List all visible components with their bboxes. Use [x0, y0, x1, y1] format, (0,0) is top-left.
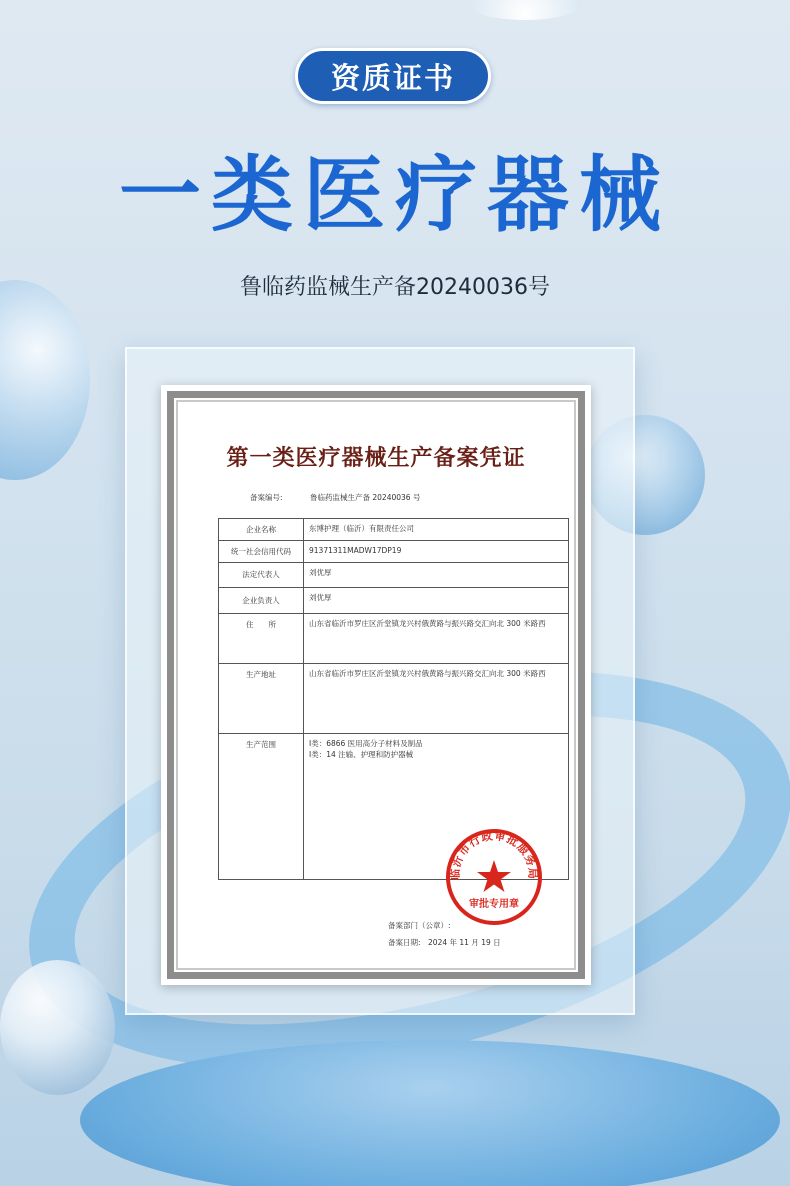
certificate-title: 第一类医疗器械生产备案凭证 — [226, 445, 526, 471]
seal-outer-text: 临沂市行政审批服务局 — [448, 829, 540, 880]
row-value: 91371311MADW17DP19 — [304, 541, 569, 563]
scope-line: Ⅰ类：14 注输、护理和防护器械 — [309, 750, 414, 760]
row-value: 刘优厚 — [304, 588, 569, 614]
row-value: 山东省临沂市罗庄区沂堂镇龙兴村俄黄路与振兴路交汇向北 300 米路西 — [304, 614, 569, 664]
filing-no-value: 鲁临药监械生产备 20240036 号 — [310, 493, 421, 502]
row-label: 生产范围 — [219, 734, 304, 880]
decorative-glass-ball — [0, 960, 115, 1095]
table-row — [219, 541, 569, 563]
filing-no-label: 备案编号: — [250, 493, 283, 502]
row-label: 法定代表人 — [219, 563, 304, 588]
table-row — [219, 614, 569, 664]
page-title: 一类医疗器械 — [118, 148, 671, 243]
row-label: 企业名称 — [219, 519, 304, 541]
row-value: 山东省临沂市罗庄区沂堂镇龙兴村俄黄路与振兴路交汇向北 300 米路西 — [304, 664, 569, 734]
decorative-sphere-top — [470, 0, 580, 20]
filing-number-subtitle: 鲁临药监械生产备20240036号 — [240, 275, 550, 300]
table-row — [219, 588, 569, 614]
section-badge: 资质证书 — [295, 48, 491, 104]
filing-department-label: 备案部门（公章）: — [388, 921, 451, 930]
row-value: 东博护理（临沂）有限责任公司 — [304, 519, 569, 541]
scope-line: Ⅰ类：6866 医用高分子材料及制品 — [309, 739, 423, 748]
certificate-table — [218, 518, 569, 880]
filing-date: 备案日期: 2024 年 11 月 19 日 — [388, 938, 501, 947]
row-label: 企业负责人 — [219, 588, 304, 614]
official-seal-icon — [444, 827, 544, 927]
seal-star-icon — [477, 860, 511, 892]
table-row — [219, 563, 569, 588]
row-value: 刘优厚 — [304, 563, 569, 588]
row-label: 统一社会信用代码 — [219, 541, 304, 563]
table-row — [219, 519, 569, 541]
decorative-sphere-left — [0, 280, 90, 480]
table-row — [219, 664, 569, 734]
seal-inner-text: 审批专用章 — [469, 899, 519, 910]
row-label: 生产地址 — [219, 664, 304, 734]
decorative-base-blob — [80, 1040, 780, 1186]
row-label: 住 所 — [219, 614, 304, 664]
certificate-document — [161, 385, 591, 985]
